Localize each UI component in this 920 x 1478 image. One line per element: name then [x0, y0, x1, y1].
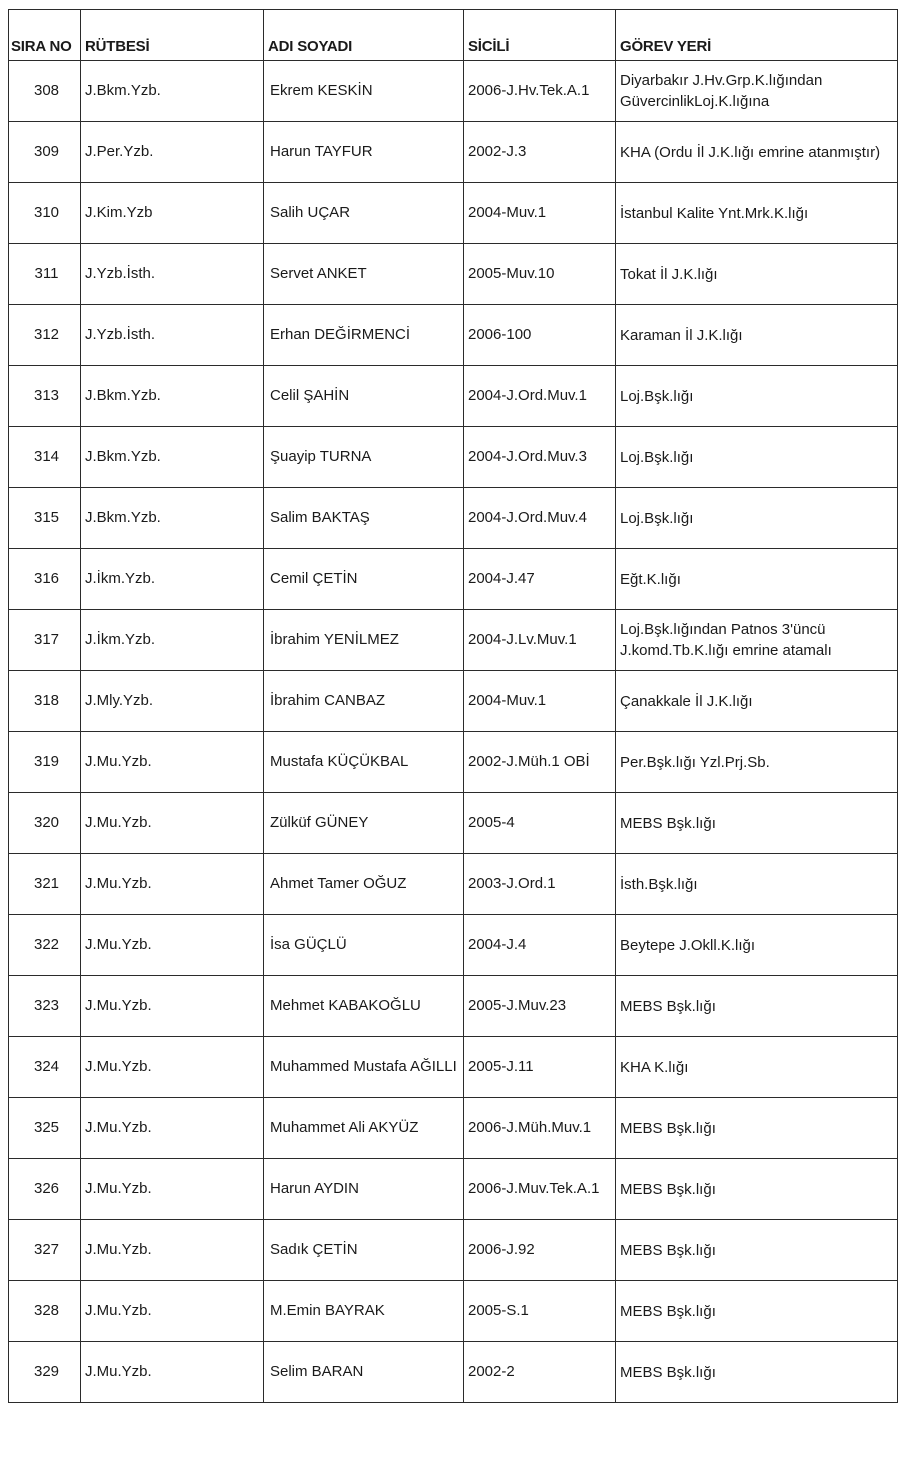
cell-gorev-yeri: MEBS Bşk.lığı [616, 1342, 898, 1403]
cell-sira-no: 328 [9, 1281, 81, 1342]
cell-rutbesi: J.Mly.Yzb. [81, 671, 264, 732]
cell-adi-soyadi: Ekrem KESKİN [264, 61, 464, 122]
table-row [9, 122, 898, 183]
document-page [8, 9, 897, 1403]
cell-adi-soyadi: Şuayip TURNA [264, 427, 464, 488]
table-row [9, 1159, 898, 1220]
cell-sira-no: 311 [9, 244, 81, 305]
cell-rutbesi: J.Mu.Yzb. [81, 1037, 264, 1098]
cell-adi-soyadi: Erhan DEĞİRMENCİ [264, 305, 464, 366]
cell-adi-soyadi: İbrahim YENİLMEZ [264, 610, 464, 671]
cell-gorev-yeri: KHA (Ordu İl J.K.lığı emrine atanmıştır) [616, 122, 898, 183]
cell-gorev-yeri: Beytepe J.Okll.K.lığı [616, 915, 898, 976]
cell-rutbesi: J.Bkm.Yzb. [81, 488, 264, 549]
cell-sira-no: 318 [9, 671, 81, 732]
cell-sira-no: 316 [9, 549, 81, 610]
table-row [9, 183, 898, 244]
cell-gorev-yeri: Loj.Bşk.lığı [616, 427, 898, 488]
cell-sira-no: 315 [9, 488, 81, 549]
cell-rutbesi: J.Yzb.İsth. [81, 305, 264, 366]
header-row [9, 10, 898, 61]
cell-sira-no: 329 [9, 1342, 81, 1403]
table-row [9, 732, 898, 793]
cell-sicili: 2005-J.Muv.23 [464, 976, 616, 1037]
table-row [9, 1037, 898, 1098]
cell-sicili: 2006-100 [464, 305, 616, 366]
cell-sicili: 2006-J.Müh.Muv.1 [464, 1098, 616, 1159]
cell-rutbesi: J.Bkm.Yzb. [81, 61, 264, 122]
cell-sira-no: 321 [9, 854, 81, 915]
cell-sicili: 2004-J.Ord.Muv.4 [464, 488, 616, 549]
cell-rutbesi: J.Mu.Yzb. [81, 1220, 264, 1281]
cell-adi-soyadi: Salih UÇAR [264, 183, 464, 244]
cell-rutbesi: J.Mu.Yzb. [81, 1281, 264, 1342]
table-row [9, 305, 898, 366]
cell-rutbesi: J.İkm.Yzb. [81, 549, 264, 610]
cell-rutbesi: J.Mu.Yzb. [81, 854, 264, 915]
cell-rutbesi: J.Kim.Yzb [81, 183, 264, 244]
cell-sicili: 2005-4 [464, 793, 616, 854]
cell-sira-no: 322 [9, 915, 81, 976]
cell-sira-no: 323 [9, 976, 81, 1037]
cell-adi-soyadi: Muhammed Mustafa AĞILLI [264, 1037, 464, 1098]
cell-sicili: 2004-J.Ord.Muv.1 [464, 366, 616, 427]
header-sicili: SİCİLİ [464, 10, 616, 61]
cell-rutbesi: J.Per.Yzb. [81, 122, 264, 183]
cell-adi-soyadi: İsa GÜÇLÜ [264, 915, 464, 976]
cell-gorev-yeri: MEBS Bşk.lığı [616, 1281, 898, 1342]
cell-gorev-yeri: Eğt.K.lığı [616, 549, 898, 610]
cell-sira-no: 326 [9, 1159, 81, 1220]
cell-sicili: 2005-J.11 [464, 1037, 616, 1098]
cell-sicili: 2004-J.47 [464, 549, 616, 610]
cell-gorev-yeri: MEBS Bşk.lığı [616, 793, 898, 854]
cell-gorev-yeri: Çanakkale İl J.K.lığı [616, 671, 898, 732]
table-row [9, 610, 898, 671]
cell-sicili: 2002-2 [464, 1342, 616, 1403]
header-sira-no: SIRA NO [9, 10, 81, 61]
cell-sira-no: 312 [9, 305, 81, 366]
table-row [9, 1342, 898, 1403]
cell-adi-soyadi: Sadık ÇETİN [264, 1220, 464, 1281]
cell-rutbesi: J.Mu.Yzb. [81, 732, 264, 793]
cell-gorev-yeri: MEBS Bşk.lığı [616, 1159, 898, 1220]
cell-rutbesi: J.Bkm.Yzb. [81, 366, 264, 427]
cell-sicili: 2004-Muv.1 [464, 183, 616, 244]
cell-sicili: 2002-J.Müh.1 OBİ [464, 732, 616, 793]
cell-sira-no: 313 [9, 366, 81, 427]
table-row [9, 854, 898, 915]
cell-adi-soyadi: Ahmet Tamer OĞUZ [264, 854, 464, 915]
cell-adi-soyadi: Muhammet Ali AKYÜZ [264, 1098, 464, 1159]
cell-sicili: 2006-J.Hv.Tek.A.1 [464, 61, 616, 122]
table-row [9, 61, 898, 122]
personnel-table [8, 9, 898, 1403]
cell-adi-soyadi: Celil ŞAHİN [264, 366, 464, 427]
cell-gorev-yeri: Tokat İl J.K.lığı [616, 244, 898, 305]
cell-sicili: 2003-J.Ord.1 [464, 854, 616, 915]
table-row [9, 427, 898, 488]
cell-adi-soyadi: Mustafa KÜÇÜKBAL [264, 732, 464, 793]
cell-rutbesi: J.Yzb.İsth. [81, 244, 264, 305]
table-row [9, 1281, 898, 1342]
cell-adi-soyadi: Servet ANKET [264, 244, 464, 305]
cell-rutbesi: J.Mu.Yzb. [81, 915, 264, 976]
cell-gorev-yeri: Per.Bşk.lığı Yzl.Prj.Sb. [616, 732, 898, 793]
table-row [9, 793, 898, 854]
table-row [9, 1098, 898, 1159]
cell-sira-no: 314 [9, 427, 81, 488]
cell-sira-no: 325 [9, 1098, 81, 1159]
header-gorev-yeri: GÖREV YERİ [616, 10, 898, 61]
cell-rutbesi: J.Mu.Yzb. [81, 1159, 264, 1220]
cell-gorev-yeri: MEBS Bşk.lığı [616, 976, 898, 1037]
cell-adi-soyadi: M.Emin BAYRAK [264, 1281, 464, 1342]
cell-sicili: 2005-Muv.10 [464, 244, 616, 305]
header-rutbesi: RÜTBESİ [81, 10, 264, 61]
cell-rutbesi: J.Mu.Yzb. [81, 976, 264, 1037]
cell-sira-no: 308 [9, 61, 81, 122]
cell-rutbesi: J.Mu.Yzb. [81, 1342, 264, 1403]
table-row [9, 915, 898, 976]
cell-sicili: 2002-J.3 [464, 122, 616, 183]
table-row [9, 244, 898, 305]
cell-gorev-yeri: İstanbul Kalite Ynt.Mrk.K.lığı [616, 183, 898, 244]
cell-gorev-yeri: MEBS Bşk.lığı [616, 1220, 898, 1281]
cell-adi-soyadi: Selim BARAN [264, 1342, 464, 1403]
cell-sicili: 2004-J.Ord.Muv.3 [464, 427, 616, 488]
cell-sicili: 2006-J.92 [464, 1220, 616, 1281]
table-row [9, 366, 898, 427]
cell-adi-soyadi: Zülküf GÜNEY [264, 793, 464, 854]
table-row [9, 488, 898, 549]
cell-gorev-yeri: İsth.Bşk.lığı [616, 854, 898, 915]
cell-rutbesi: J.Bkm.Yzb. [81, 427, 264, 488]
cell-sira-no: 309 [9, 122, 81, 183]
cell-sira-no: 317 [9, 610, 81, 671]
table-row [9, 549, 898, 610]
cell-gorev-yeri: Loj.Bşk.lığından Patnos 3'üncü J.komd.Tb.K.lığı emrine atamalı [616, 610, 898, 671]
cell-gorev-yeri: KHA K.lığı [616, 1037, 898, 1098]
cell-sicili: 2004-J.4 [464, 915, 616, 976]
cell-sira-no: 319 [9, 732, 81, 793]
table-body [9, 61, 898, 1403]
table-row [9, 671, 898, 732]
cell-sira-no: 310 [9, 183, 81, 244]
cell-gorev-yeri: Diyarbakır J.Hv.Grp.K.lığından GüvercinlikLoj.K.lığına [616, 61, 898, 122]
table-header [9, 10, 898, 61]
cell-sicili: 2005-S.1 [464, 1281, 616, 1342]
cell-rutbesi: J.Mu.Yzb. [81, 793, 264, 854]
header-adi-soyadi: ADI SOYADI [264, 10, 464, 61]
cell-gorev-yeri: MEBS Bşk.lığı [616, 1098, 898, 1159]
cell-sicili: 2004-J.Lv.Muv.1 [464, 610, 616, 671]
cell-adi-soyadi: Harun AYDIN [264, 1159, 464, 1220]
cell-gorev-yeri: Karaman İl J.K.lığı [616, 305, 898, 366]
cell-gorev-yeri: Loj.Bşk.lığı [616, 366, 898, 427]
cell-sicili: 2006-J.Muv.Tek.A.1 [464, 1159, 616, 1220]
cell-adi-soyadi: Harun TAYFUR [264, 122, 464, 183]
cell-sicili: 2004-Muv.1 [464, 671, 616, 732]
cell-adi-soyadi: Cemil ÇETİN [264, 549, 464, 610]
cell-sira-no: 327 [9, 1220, 81, 1281]
cell-rutbesi: J.İkm.Yzb. [81, 610, 264, 671]
cell-adi-soyadi: Mehmet KABAKOĞLU [264, 976, 464, 1037]
cell-sira-no: 324 [9, 1037, 81, 1098]
cell-adi-soyadi: İbrahim CANBAZ [264, 671, 464, 732]
cell-adi-soyadi: Salim BAKTAŞ [264, 488, 464, 549]
cell-gorev-yeri: Loj.Bşk.lığı [616, 488, 898, 549]
table-row [9, 1220, 898, 1281]
cell-rutbesi: J.Mu.Yzb. [81, 1098, 264, 1159]
table-row [9, 976, 898, 1037]
cell-sira-no: 320 [9, 793, 81, 854]
